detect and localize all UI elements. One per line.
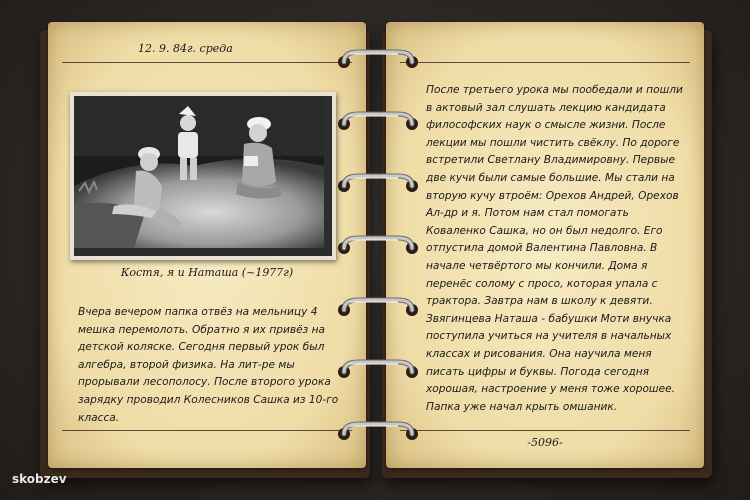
page-rule <box>62 430 352 431</box>
page-number: -5096- <box>527 436 563 449</box>
photo-caption: Костя, я и Наташа (~1977г) <box>120 266 294 279</box>
page-rule <box>400 430 690 431</box>
entry-date: 12. 9. 84г. среда <box>138 42 233 55</box>
right-page <box>386 22 704 468</box>
spiral-ring <box>328 420 428 442</box>
photo-frame <box>70 92 336 260</box>
spiral-ring <box>328 234 428 256</box>
spiral-ring <box>328 358 428 380</box>
diary-entry-left: Вчера вечером папка отвёз на мельницу 4 мешка перемолоть. Обратно я их привёз на детской коляске. Сегодня первый урок был алгебра, второй физика. На лит-ре мы прорывали лесополосу. После второго урока зарядку проводил Колесников Сашка из 10-го класса. <box>78 306 339 424</box>
notebook <box>40 22 712 478</box>
spiral-ring <box>328 296 428 318</box>
page-rule <box>400 62 690 63</box>
photo-illustration <box>74 96 324 248</box>
left-page <box>48 22 366 468</box>
watermark: skobzev <box>12 472 67 486</box>
spiral-ring <box>328 48 428 70</box>
diary-entry-right: После третьего урока мы пообедали и пошли в актовый зал слушать лекцию кандидата философских наук о смысле жизни. После лекции мы пошли чистить свёклу. По дороге встретили Светлану Владимировну. Первые две кучи были самые большие. Мы стали на вторую кучу втроём: Орехов Андрей, Орехов Ал-др и я. Потом нам стал помогать Коваленко Сашка, но он был недолго. Его отпустила домой Валентина Павловна. В начале четвёртого мы кончили. Дома я перенёс солому с просо, которая упала с трактора. Завтра нам в школу к девяти. Звягинцева Наташа - бабушки Моти внучка поступила учиться на учителя в начальных классах и рисования. Она научила меня писать цифры и буквы. Погода сегодня хорошая, настроение у меня тоже хорошее. Папка уже начал крыть омшаник. <box>426 84 683 413</box>
spiral-ring <box>328 110 428 132</box>
page-rule <box>62 62 352 63</box>
spiral-binding <box>328 22 428 478</box>
spiral-ring <box>328 172 428 194</box>
old-photograph <box>74 96 332 256</box>
